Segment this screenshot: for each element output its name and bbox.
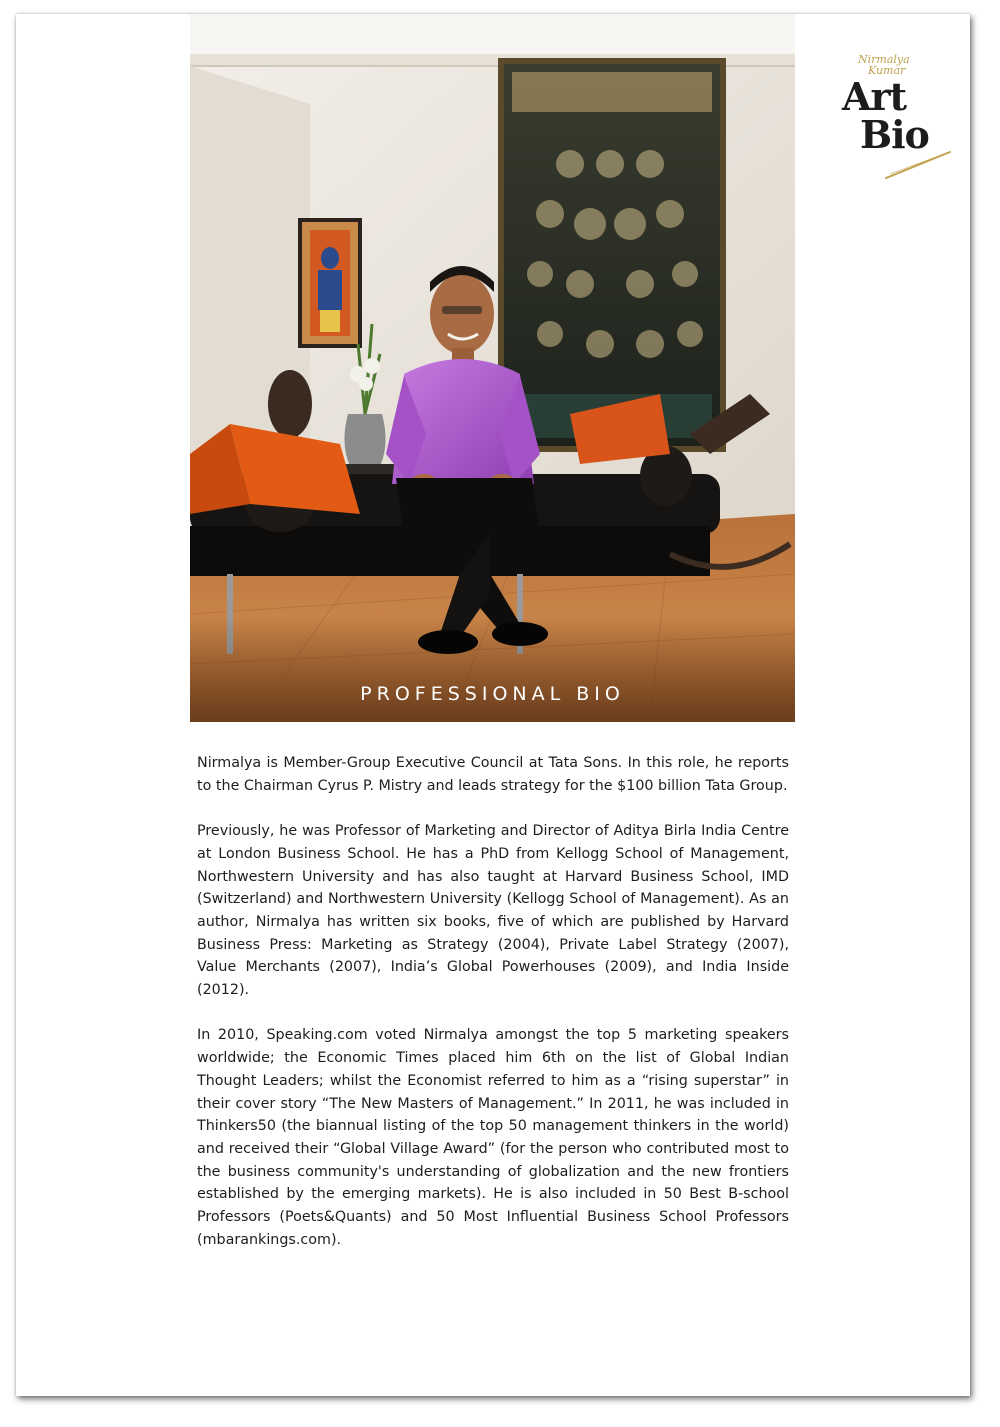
living-room-scene	[190, 14, 795, 722]
pen-stroke-icon	[884, 150, 954, 180]
art-bio-logo	[824, 54, 954, 194]
bio-paragraph-1: Nirmalya is Member-Group Executive Council at Tata Sons. In this role, he reports to the Chairman Cyrus P. Mistry and leads strategy for the $100 billion Tata Group.	[197, 755, 789, 794]
logo-script	[858, 54, 918, 76]
logo-word-bio: Bio	[860, 112, 929, 157]
bio-photo	[190, 14, 795, 722]
logo-script-line-2: Kumar	[868, 64, 906, 77]
logo-word-art: Art	[842, 74, 907, 119]
document-page	[16, 14, 970, 1396]
bio-text	[197, 752, 789, 1274]
logo-script-line-1: Nirmalya	[858, 53, 910, 66]
bio-paragraph-3: In 2010, Speaking.com voted Nirmalya amongst the top 5 marketing speakers worldwide; the Economic Times placed him 6th on the list of Global Indian Thought Leaders; whilst the Economist referred to him as a “rising superstar” in their cover story “The New Masters of Management.” In 2011, he was included in Thinkers50 (the biannual listing of the top 50 management thinkers in the world) and received their “Global Village Award” (for the person who contributed most to the business community's understanding of globalization and the new frontiers established by the emerging markets). He is also included in 50 Best B-school Professors (Poets&Quants) and 50 Most Influential Business School Professors (mbarankings.com).	[197, 1027, 789, 1248]
bio-paragraph-2: Previously, he was Professor of Marketing and Director of Aditya Birla India Centre at London Business School. He has a PhD from Kellogg School of Management, Northwestern University and has also taught at Harvard Business School, IMD (Switzerland) and Northwestern University (Kellogg School of Management). As an author, Nirmalya has written six books, five of which are published by Harvard Business Press: Marketing as Strategy (2004), Private Label Strategy (2007), Value Merchants (2007), India’s Global Powerhouses (2009), and India Inside (2012).	[197, 823, 789, 999]
photo-caption: PROFESSIONAL BIO	[360, 683, 625, 705]
